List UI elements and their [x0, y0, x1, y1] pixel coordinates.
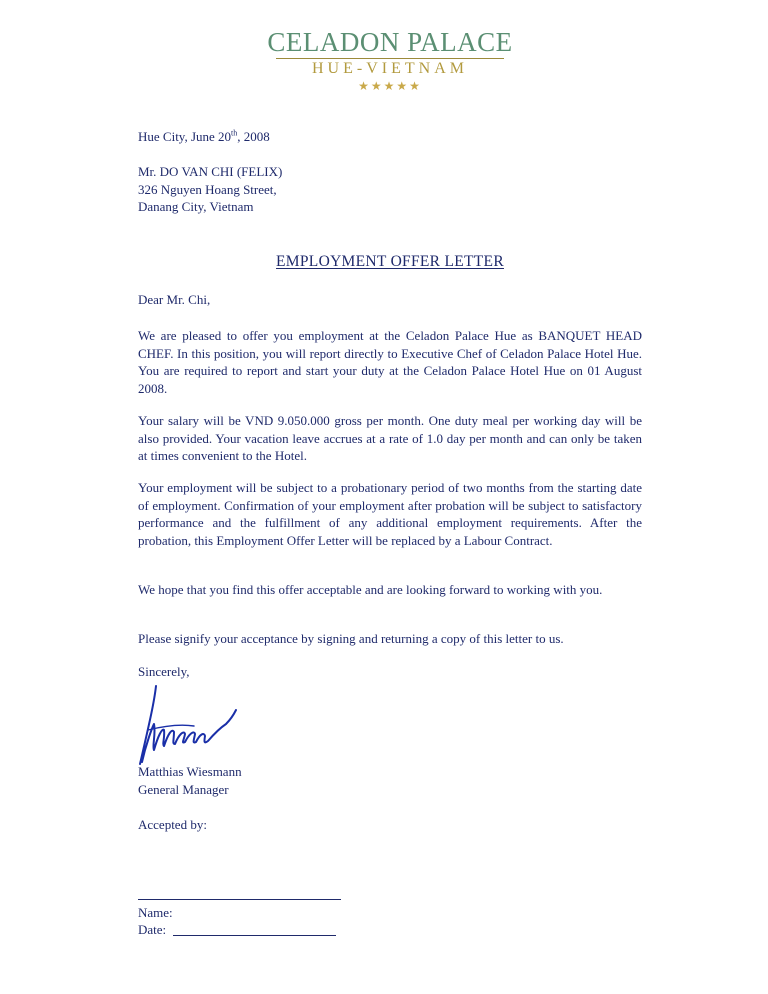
star-rating-icon: ★★★★★	[358, 79, 422, 93]
paragraph-acceptance: Please signify your acceptance by signing and returning a copy of this letter to us.	[138, 631, 564, 646]
date-year: , 2008	[237, 129, 270, 144]
signature-line[interactable]	[138, 899, 341, 900]
date-label: Date:	[138, 922, 167, 937]
logo-name: CELADON PALACE	[267, 27, 513, 57]
signatory-position: General Manager	[138, 781, 229, 797]
letter-date	[138, 128, 642, 146]
logo-location: HUE-VIETNAM	[312, 60, 468, 77]
paragraph-probation: Your employment will be subject to a probationary period of two months from the starting date of employment. Confirmation of your employment after probation will be subject to satisfactory performance and the fulfillment of any additional employment requirements. After the probation, this Employment Offer Letter will be replaced by a Labour Contract.	[138, 480, 642, 548]
accepted-by-label: Accepted by:	[138, 817, 207, 832]
paragraph-hope: We hope that you find this offer acceptable and are looking forward to working with you.	[138, 582, 603, 597]
recipient-street: 326 Nguyen Hoang Street,	[138, 181, 277, 197]
logo-rule	[276, 58, 504, 59]
date-prefix: Hue City, June 20	[138, 129, 232, 144]
date-line[interactable]	[173, 935, 336, 936]
signatory-name: Matthias Wiesmann	[138, 764, 242, 779]
letter-title: EMPLOYMENT OFFER LETTER	[276, 253, 504, 270]
recipient-name: Mr. DO VAN CHI (FELIX)	[138, 164, 283, 179]
recipient-address	[138, 163, 642, 216]
closing: Sincerely,	[138, 664, 190, 679]
paragraph-salary: Your salary will be VND 9.050.000 gross per month. One duty meal per working day will be also provided. Your vacation leave accrues at a rate of 1.0 day per month and can only be taken at times convenient to the Hotel.	[138, 413, 642, 463]
hotel-logo	[0, 28, 768, 93]
recipient-city: Danang City, Vietnam	[138, 199, 254, 214]
name-label: Name:	[138, 905, 173, 920]
salutation: Dear Mr. Chi,	[138, 292, 211, 307]
signature-image	[134, 684, 244, 770]
paragraph-offer: We are pleased to offer you employment at the Celadon Palace Hue as BANQUET HEAD CHEF. In this position, you will report directly to Executive Chef of Celadon Palace Hotel Hue. You are required to report and start your duty at the Celadon Palace Hotel Hue on 01 August 2008.	[138, 328, 642, 396]
date-suffix: th	[231, 128, 238, 138]
signatory-block	[138, 763, 642, 798]
